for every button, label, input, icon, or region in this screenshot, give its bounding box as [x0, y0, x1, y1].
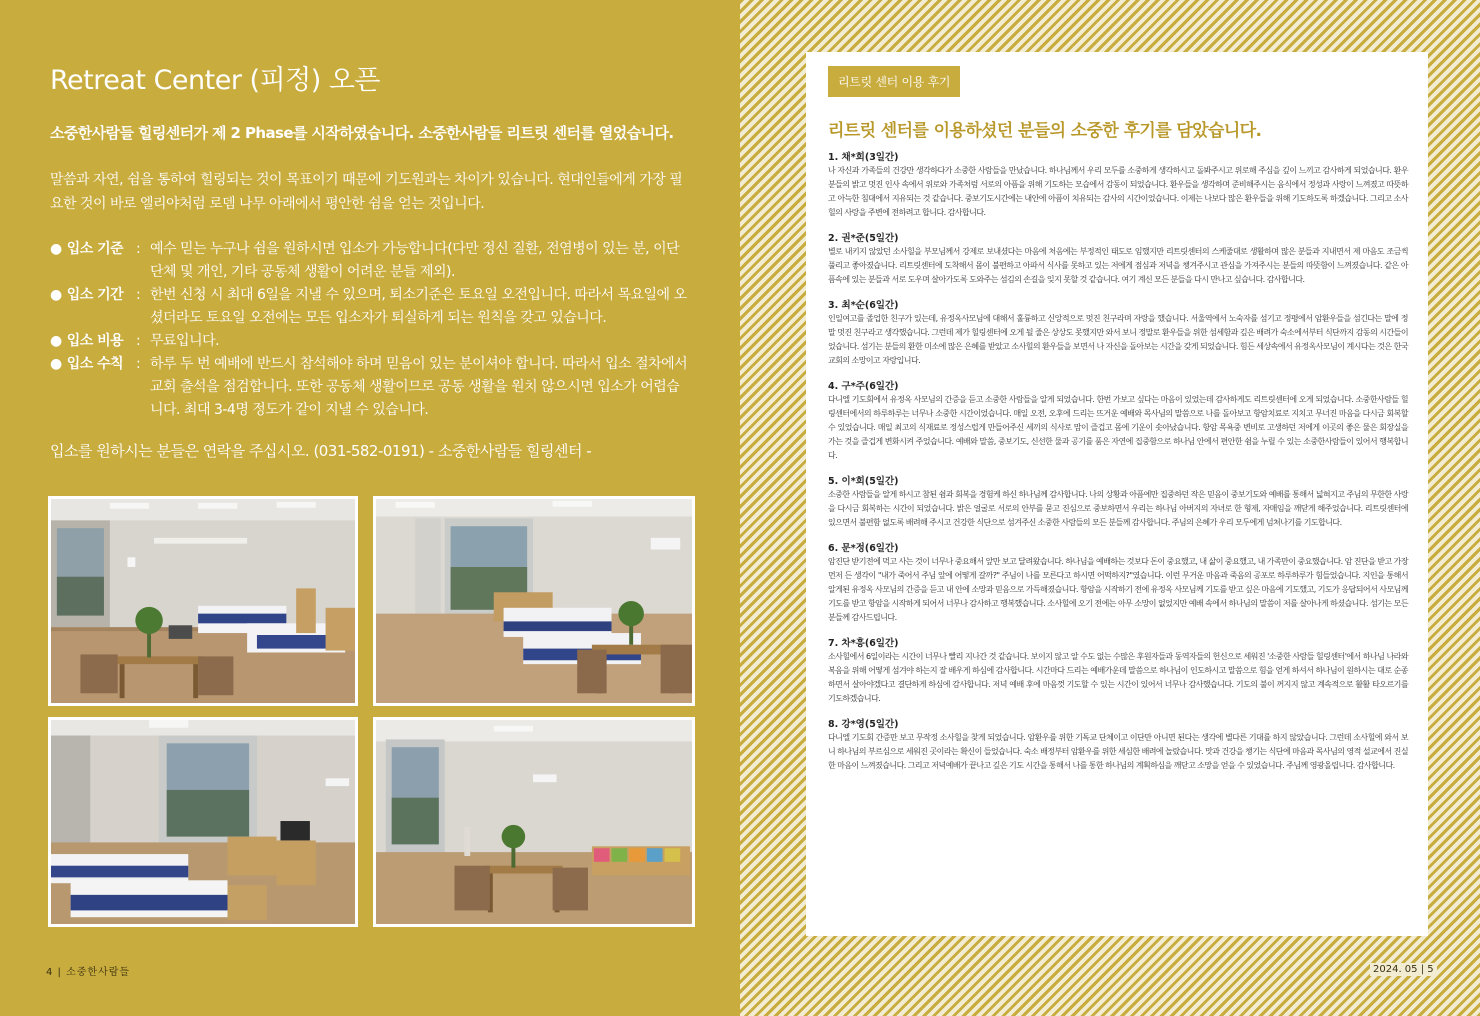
rule-sep: :	[136, 241, 141, 257]
contact-line: 입소를 원하시는 분들은 연락을 주십시오. (031-582-0191) - 소중한사람들 힐링센터 -	[50, 442, 592, 460]
section-title: 리트릿 센터를 이용하셨던 분들의 소중한 후기를 담았습니다.	[828, 121, 1262, 141]
review-name: 4. 구*주(6일간)	[828, 381, 899, 392]
review-item	[828, 543, 1408, 625]
review-list	[828, 152, 1408, 786]
room-photo	[373, 496, 695, 706]
review-name: 8. 강*영(5일간)	[828, 719, 899, 730]
review-text: 인일여고를 졸업한 친구가 있는데, 유정옥사모님에 대해서 훌륭하고 신앙적으로 멋진 친구라며 자랑을 했습니다. 서울역에서 노숙자를 섬기고 정평에서 암환우들을 섬긴다는 말에 정말 멋진 친구라고 생각했습니다. 그런데 제가 힐링센터에 오게 될 줄은 상상도 못했지만 와서 보니 정말로 환우들을 위한 섬세함과 깊은 배려가 숙소에서부터 식단까지 감동의 시간들이었습니다. 섬기는 분들의 환한 미소에 많은 은혜를 받았고 소사힐의 환우들을 보면서 나 자신을 돌아보는 시간을 갖게 되었습니다. 힘든 세상속에서 유정옥사모님이 계시다는 것은 한국 교회의 소망이고 자랑입니다.	[828, 314, 1408, 365]
review-name: 7. 차*흥(6일간)	[828, 638, 899, 649]
review-name: 1. 채*희(3일간)	[828, 152, 899, 163]
rule-sep: :	[136, 287, 141, 303]
intro-paragraph: 말씀과 자연, 쉼을 통하여 힐링되는 것이 목표이기 때문에 기도원과는 차이가 있습니다. 현대인들에게 가장 필요한 것이 바로 엘리야처럼 로뎀 나무 아래에서 평안한 쉼을 얻는 것입니다.	[50, 172, 683, 212]
rule-sep: :	[136, 333, 141, 349]
review-name: 2. 권*준(5일간)	[828, 233, 899, 244]
review-text: 소중한 사람들을 알게 하시고 참된 쉼과 회복을 경험케 하신 하나님께 감사합니다. 나의 상황과 아픔에만 집중하던 작은 믿음이 중보기도와 예배를 통해서 넓혀지고 주님의 무한한 사랑을 다시금 회복하는 시간이 되었습니다. 밝은 얼굴로 서로의 안부를 묻고 진심으로 중보하면서 우리는 하나님 아버지의 자녀로 한 형제, 자매임을 깨닫게 해주었습니다. 리트릿센터에 있으면서 불편함 없도록 배려해 주시고 건강한 식단으로 섬겨주신 소중한 사람들의 모든 분들께 감사합니다. 주님의 은혜가 우리 모두에게 넘쳐나기를 기도합니다.	[828, 490, 1408, 527]
review-item	[828, 152, 1408, 220]
review-name: 5. 이*희(5일간)	[828, 476, 899, 487]
rule-item	[50, 284, 690, 330]
review-text: 암진단 받기전에 먹고 사는 것이 너무나 중요해서 앞만 보고 달려왔습니다. 하나님을 예배하는 것보다 돈이 중요했고, 내 삶이 중요했고, 내 가족만이 중요했습니다. 암 진단을 받고 가장 먼저 든 생각이 "내가 죽어서 주님 앞에 어떻게 갈까?" 주님이 나를 모른다고 하시면 어떡하지?"였습니다. 이런 무거운 마음과 죽음의 공포로 하루하루가 힘들었습니다. 지인을 통해서 알게된 유정옥 사모님의 간증을 듣고 내 안에 소망과 믿음으로 가득해졌습니다. 항암을 시작하기 전에 유정옥 사모님께 기도를 받고 싶은 마음에 기도했고, 기도가 응답되어서 사모님께 기도를 받고 항암을 시작하게 되어서 너무나 감사하고 행복했습니다. 소사힐에 오기 전에는 아무 소망이 없었지만 예배 속에서 하나님의 말씀이 저를 살아나게 하셨습니다. 섬기는 모든 분들께 감사드립니다.	[828, 557, 1408, 622]
rule-text: 한번 신청 시 최대 6일을 지낼 수 있으며, 퇴소기준은 토요일 오전입니다. 따라서 목요일에 오셨더라도 토요일 오전에는 모든 입소자가 퇴실하게 되는 원칙을 갖고 있습니다.	[150, 287, 687, 326]
bullet-icon: ●	[50, 287, 62, 303]
page-footer-left: 4 | 소중한사람들	[46, 967, 131, 978]
review-panel	[806, 52, 1428, 936]
review-text: 소사힐에서 6일이라는 시간이 너무나 빨리 지나간 것 같습니다. 보이지 않고 알 수도 없는 수많은 후원자들과 동역자들의 헌신으로 세워진 '소중한 사람들 힐링센터'에서 하나님 나라와 복음을 위해 어떻게 섬겨야 하는지 잘 배우게 하심에 감사합니다. 시간마다 드리는 예배가운데 말씀으로 하나님이 인도하시고 말씀으로 힘을 얻게 하셔서 하나님이 원하시는 대로 순종하면서 살아야겠다고 결단하게 하심에 감사합니다. 저녁 예배 후에 마음껏 기도할 수 있는 시간이 있어서 너무나 감사했습니다. 기도의 불이 꺼지지 않고 계속적으로 활활 타오르기를 기도하겠습니다.	[828, 652, 1408, 703]
rule-item	[50, 353, 690, 422]
rule-text: 하루 두 번 예배에 반드시 참석해야 하며 믿음이 있는 분이셔야 합니다. 따라서 입소 절차에서 교회 출석을 점검합니다. 또한 공동체 생활이므로 공동 생활을 원치 않으시면 입소가 어렵습니다. 최대 3-4명 정도가 같이 지낼 수 있습니다.	[150, 356, 688, 418]
bullet-icon: ●	[50, 333, 62, 349]
rule-text: 무료입니다.	[150, 333, 220, 349]
rule-item	[50, 330, 690, 353]
room-photo	[373, 717, 695, 927]
review-text: 다니엘 기도회에서 유정옥 사모님의 간증을 듣고 소중한 사람들을 알게 되었습니다. 한번 가보고 싶다는 마음이 있었는데 감사하게도 리트릿센터에 오게 되었습니다. 소중한사람들 힐링센터에서의 하루하루는 너무나 소중한 시간이었습니다. 매일 오전, 오후에 드리는 뜨거운 예배와 목사님의 말씀으로 나를 돌아보고 항암치료로 지치고 무너진 마음을 다시금 회복할 수 있었습니다. 매일 최고의 식재료로 정성스럽게 만들어주신 세끼의 식사로 맘이 즐겁고 몸에 기운이 솟아났습니다. 항암 목욕중 변비로 고생하던 저에게 이곳의 좋은 물은 회장실을 가는 것을 즐겁게 변화시켜 주었습니다. 예배와 말씀, 중보기도, 신선한 물과 공기를 품은 자연에 집중함으로 하나님 안에서 편안한 쉼을 누릴 수 있는 소중한사람들이 있어서 행복합니다.	[828, 395, 1408, 460]
page-subtitle: 소중한사람들 힐링센터가 제 2 Phase를 시작하였습니다. 소중한사람들 리트릿 센터를 열었습니다.	[50, 124, 674, 142]
section-tag: 리트릿 센터 이용 후기	[828, 66, 960, 97]
review-item	[828, 300, 1408, 368]
review-item	[828, 638, 1408, 706]
rule-key: 입소 수칙	[66, 356, 124, 372]
review-name: 3. 최*순(6일간)	[828, 300, 899, 311]
bullet-icon: ●	[50, 241, 62, 257]
review-item	[828, 476, 1408, 530]
review-item	[828, 381, 1408, 463]
review-text: 다니엘 기도회 간증만 보고 무작정 소사힐을 찾게 되었습니다. 암환우를 위한 기독교 단체이고 이단만 아니면 된다는 생각에 별다른 기대를 하지 않았습니다. 그런데 소사힐에 와서 보니 하나님의 부르심으로 세워진 곳이라는 확신이 들었습니다. 숙소 배정부터 암환우를 위한 세심한 배려에 놀랐습니다. 맛과 건강을 챙기는 식단에 마음과 목사님의 영적 설교에서 진실한 마음이 느껴졌습니다. 그리고 저녁예배가 끝나고 깊은 기도 시간을 통해서 나를 통한 하나님의 계획하심을 깨닫고 소망을 얻을 수 있었습니다. 주님께 영광올립니다. 감사합니다.	[828, 733, 1408, 770]
review-text: 별로 내키지 않았던 소사힐을 부모님께서 강제로 보내셨다는 마음에 처음에는 부정적인 태도로 임했지만 리트릿센터의 스케줄대로 생활하며 많은 분들과 지내면서 제 마음도 조금씩 풀리고 좋아졌습니다. 리트릿센터에 도착해서 몸이 불편하고 아파서 식사를 못하고 있는 저에게 점심과 저녁을 챙겨주시고 관심을 가져주시는 분들의 따뜻함이 느껴졌습니다. 같은 아픔속에 있는 분들과 서로 도우며 살아가도록 도와주는 섬김의 손길을 잊지 못할 것 같습니다. 여기 계신 모든 분들을 다시 만나고 싶습니다. 감사합니다.	[828, 247, 1408, 284]
rule-key: 입소 비용	[66, 333, 124, 349]
bullet-icon: ●	[50, 356, 62, 372]
review-item	[828, 719, 1408, 773]
rule-key: 입소 기준	[66, 241, 124, 257]
room-photo	[48, 496, 358, 706]
rule-key: 입소 기간	[66, 287, 124, 303]
room-photo	[48, 717, 358, 927]
rule-sep: :	[136, 356, 141, 372]
page-footer-right: 2024. 05 | 5	[1370, 963, 1437, 976]
rule-item	[50, 238, 690, 284]
review-item	[828, 233, 1408, 287]
rule-text: 예수 믿는 누구나 쉼을 원하시면 입소가 가능합니다(다만 정신 질환, 전염병이 있는 분, 이단 단체 및 개인, 기타 공동체 생활이 어려운 분들 제외).	[150, 241, 680, 280]
photo-grid	[48, 496, 712, 933]
right-page	[740, 0, 1480, 1016]
review-name: 6. 문*정(6일간)	[828, 543, 899, 554]
review-text: 나 자신과 가족들의 건강만 생각하다가 소중한 사람들을 만났습니다. 하나님께서 우리 모두를 소중하게 생각하시고 돌봐주시고 위로해 주심을 깊이 느끼고 감사하게 되었습니다. 환우분들의 밝고 멋진 인사 속에서 위로와 가족처럼 서로의 아픔을 위해 기도하는 모습에서 감동이 되었습니다. 환우들을 생각하며 준비해주시는 음식에서 정성과 사랑이 느껴졌고 따뜻하고 아늑한 침대에서 지유되는 것 같습니다. 중보기도시간에는 내안에 아픔이 치유되는 감사의 시간이었습니다. 이제는 나보다 많은 환우들을 위해 기도하도록 하겠습니다. 그리고 소사힐의 사랑을 주변에 전하려고 합니다. 감사합니다.	[828, 166, 1408, 217]
admission-rules	[50, 238, 690, 422]
page-title: Retreat Center (피정) 오픈	[50, 65, 381, 96]
